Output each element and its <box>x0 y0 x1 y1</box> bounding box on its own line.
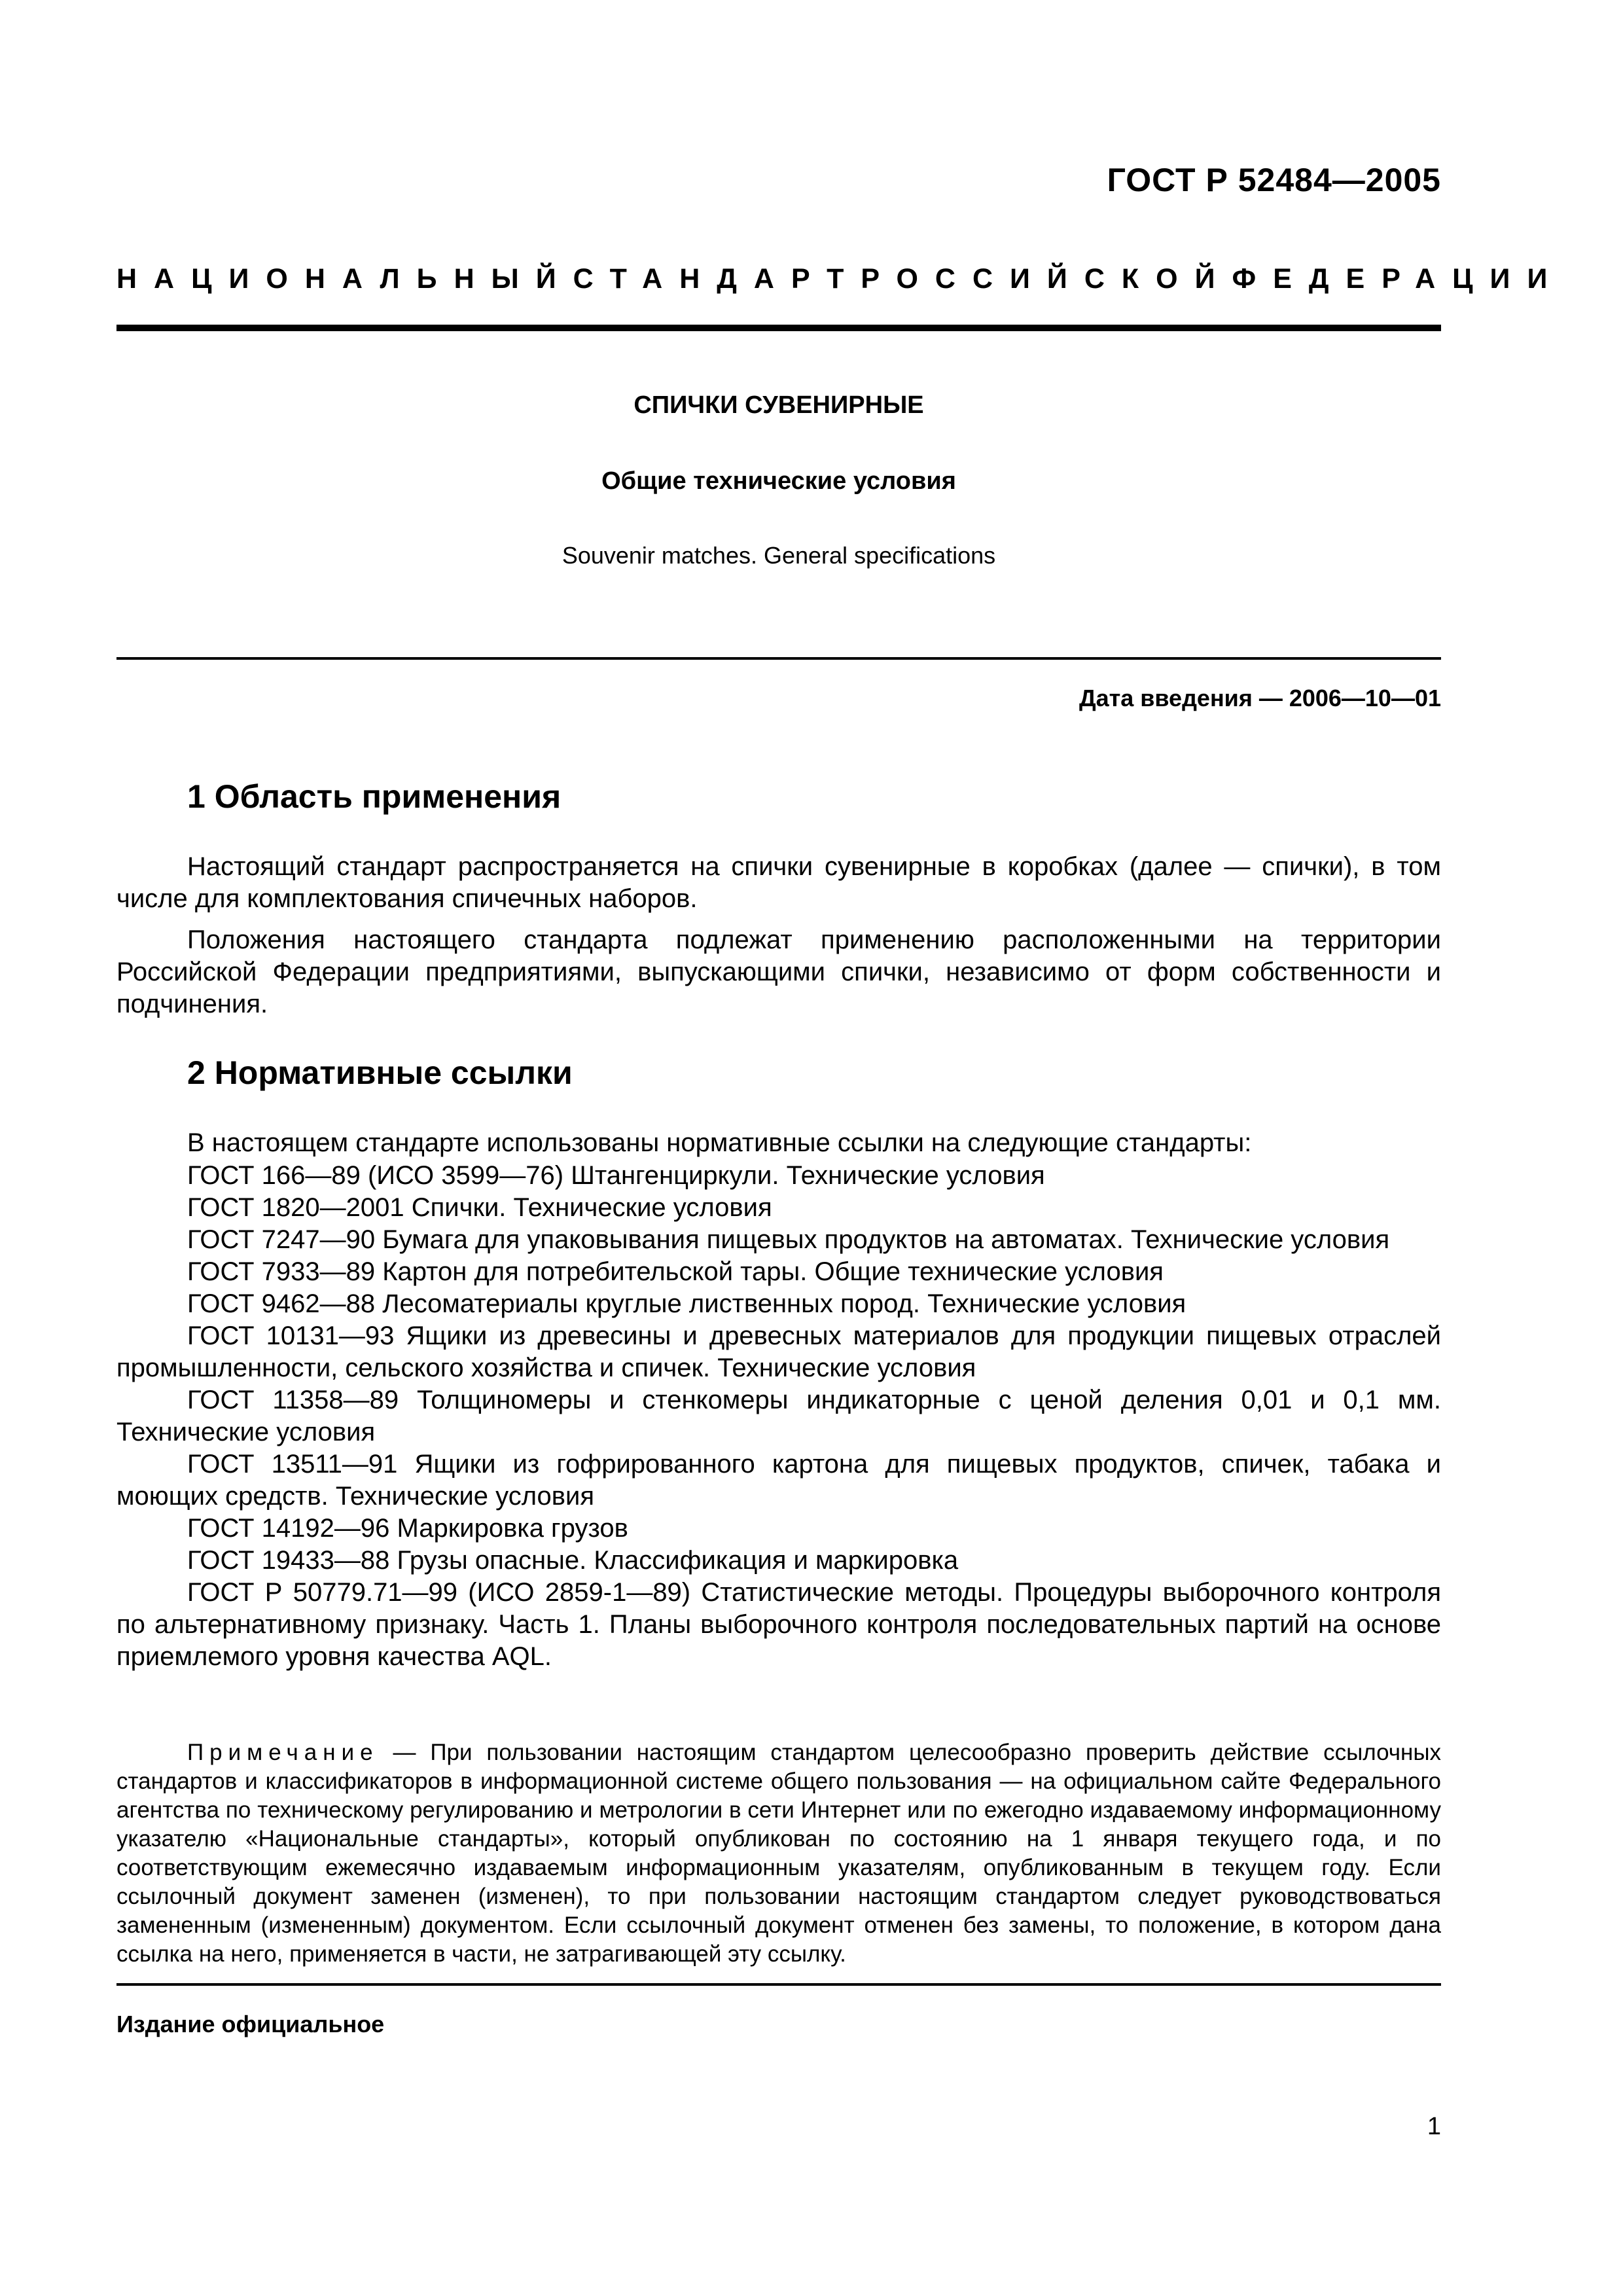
page-number: 1 <box>1427 2113 1441 2140</box>
standard-title: СПИЧКИ СУВЕНИРНЫЕ <box>633 391 924 419</box>
reference-item: ГОСТ 13511—91 Ящики из гофрированного картона для пищевых продуктов, спичек, табака и моющих средств. Технические условия <box>116 1450 1441 1511</box>
banner-word: ФЕДЕРАЦИИ <box>1232 263 1565 295</box>
reference-item: ГОСТ 10131—93 Ящики из древесины и древесных материалов для продукции пищевых отраслей промышленности, сельского хозяйства и спичек. Технические условия <box>116 1321 1441 1382</box>
section-1-paragraph <box>116 924 1441 1020</box>
footer-divider <box>116 1983 1441 1986</box>
banner-word: РОССИЙСКОЙ <box>861 263 1232 295</box>
section-2-heading: 2 Нормативные ссылки <box>187 1054 573 1091</box>
reference-item: ГОСТ Р 50779.71—99 (ИСО 2859-1—89) Статистические методы. Процедуры выборочного контроля по альтернативному признаку. Часть 1. Планы выборочного контроля последовательных партий на основе приемлемого уровня качества AQL. <box>116 1578 1441 1671</box>
header-divider <box>116 325 1441 331</box>
reference-item: ГОСТ 14192—96 Маркировка грузов <box>187 1514 628 1543</box>
national-standard-banner <box>116 263 1565 295</box>
banner-word: НАЦИОНАЛЬНЫЙ <box>116 263 573 295</box>
reference-item: ГОСТ 11358—89 Толщиномеры и стенкомеры индикаторные с ценой деления 0,01 и 0,1 мм. Технические условия <box>116 1386 1441 1446</box>
section-1-heading: 1 Область применения <box>187 778 562 815</box>
document-number: ГОСТ Р 52484—2005 <box>1107 162 1441 198</box>
note-block <box>116 1738 1441 1969</box>
introduction-date: Дата введения — 2006—10—01 <box>1079 685 1441 711</box>
note-text: — При пользовании настоящим стандартом целесообразно проверить действие ссылочных стандартов и классификаторов в информационной системе общего пользования — на официальном сайте Федерального агентства по техническому регулированию и метрологии в сети Интернет или по ежегодно издаваемому информационному указателю «Национальные стандарты», который опубликован по состоянию на 1 января текущего года, и по соответствующим ежемесячно издаваемым информационным указателям, опубликованным в текущем году. Если ссылочный документ заменен (изменен), то при пользовании настоящим стандартом следует руководствоваться замененным (измененным) документом. Если ссылочный документ отменен без замены, то положение, в котором дана ссылка на него, применяется в части, не затрагивающей эту ссылку. <box>116 1740 1441 1967</box>
reference-list <box>116 1160 1441 1673</box>
reference-item: ГОСТ 7247—90 Бумага для упаковывания пищевых продуктов на автоматах. Технические условия <box>187 1225 1390 1254</box>
paragraph-text: Настоящий стандарт распространяется на спички сувенирные в коробках (далее — спички), в том числе для комплектования спичечных наборов. <box>116 852 1441 913</box>
paragraph-text: Положения настоящего стандарта подлежат применению расположенными на территории Российской Федерации предприятиями, выпускающими спички, независимо от форм собственности и подчинения. <box>116 925 1441 1018</box>
reference-item: ГОСТ 166—89 (ИСО 3599—76) Штангенциркули. Технические условия <box>187 1161 1045 1190</box>
reference-item: ГОСТ 9462—88 Лесоматериалы круглые лиственных пород. Технические условия <box>187 1289 1186 1318</box>
section-1-paragraph <box>116 851 1441 915</box>
reference-item: ГОСТ 1820—2001 Спички. Технические условия <box>187 1193 772 1222</box>
paragraph-text: В настоящем стандарте использованы нормативные ссылки на следующие стандарты: <box>187 1128 1252 1157</box>
reference-item: ГОСТ 7933—89 Картон для потребительской тары. Общие технические условия <box>187 1257 1164 1286</box>
note-label: Примечание <box>187 1740 379 1765</box>
standard-subtitle: Общие технические условия <box>601 467 956 495</box>
english-title: Souvenir matches. General specifications <box>562 542 996 569</box>
title-divider <box>116 657 1441 660</box>
official-edition-label: Издание официальное <box>116 2011 385 2037</box>
reference-item: ГОСТ 19433—88 Грузы опасные. Классификация и маркировка <box>187 1546 959 1575</box>
section-2-intro <box>116 1127 1441 1159</box>
document-page <box>116 0 1565 2296</box>
banner-word: СТАНДАРТ <box>573 263 861 295</box>
